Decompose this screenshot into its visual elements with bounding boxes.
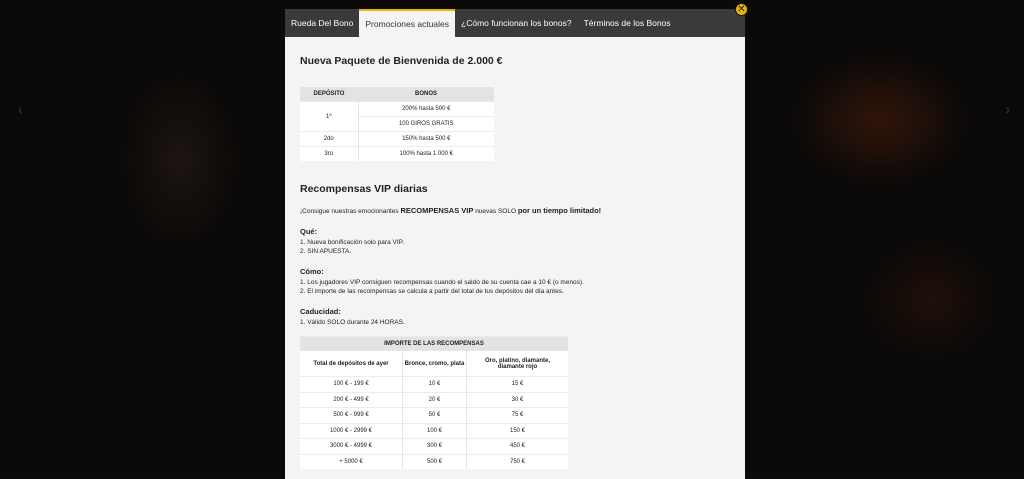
table-row: [300, 423, 568, 439]
vip-intro: [300, 206, 601, 217]
table-cell: 150 €: [467, 423, 569, 439]
tab-terminos[interactable]: Términos de los Bonos: [583, 18, 671, 28]
column-header: Bronce, cromo, plata: [403, 351, 467, 377]
table-cell: 10 €: [403, 377, 467, 393]
table-cell: 1º: [300, 102, 358, 132]
column-header: DEPÓSITO: [300, 87, 358, 102]
table-cell: 1000 € - 2999 €: [300, 423, 403, 439]
table-cell: 2do: [300, 132, 358, 147]
section-line: 2. SIN APUESTA.: [300, 248, 352, 255]
column-header: Oro, platino, diamante, diamante rojo: [467, 351, 569, 377]
table-row: [300, 147, 494, 162]
table-cell: 15 €: [467, 377, 569, 393]
welcome-title: Nueva Paquete de Bienvenida de 2.000 €: [300, 55, 503, 67]
table-row: [300, 102, 494, 117]
table-cell: 500 €: [403, 454, 467, 469]
table-cell: 750 €: [467, 454, 569, 469]
table-cell: 200 € - 499 €: [300, 392, 403, 408]
tab-bar: [285, 9, 745, 37]
intro-text: nuevas SOLO: [473, 208, 518, 215]
table-cell: 75 €: [467, 408, 569, 424]
chevron-right-icon: ›: [1005, 101, 1010, 117]
tab-como-funcionan[interactable]: ¿Cómo funcionan los bonos?: [461, 18, 572, 28]
section-heading: Qué:: [300, 227, 318, 236]
intro-highlight: RECOMPENSAS VIP: [400, 206, 474, 215]
table-cell: 20 €: [403, 392, 467, 408]
section-heading: Cómo:: [300, 267, 324, 276]
tab-rueda-del-bono[interactable]: Rueda Del Bono: [291, 18, 354, 28]
table-row: [300, 132, 494, 147]
rewards-table: [300, 336, 568, 469]
table-cell: 50 €: [403, 408, 467, 424]
intro-text: ¡Consigue nuestras emocionantes: [300, 208, 401, 215]
table-cell: 100 GIROS GRATIS: [358, 117, 494, 132]
welcome-table: [300, 87, 494, 161]
table-cell: 30 €: [467, 392, 569, 408]
table-cell: 100 €: [403, 423, 467, 439]
table-cell: 300 €: [403, 439, 467, 455]
vip-title: Recompensas VIP diarias: [300, 183, 428, 195]
table-cell: 100% hasta 1.000 €: [358, 147, 494, 162]
bonus-modal: [285, 9, 745, 479]
table-row: [300, 439, 568, 455]
table-cell: 200% hasta 500 €: [358, 102, 494, 117]
table-cell: + 5000 €: [300, 454, 403, 469]
tab-promociones-actuales[interactable]: Promociones actuales: [359, 9, 455, 37]
table-row: [300, 408, 568, 424]
column-header: Total de depósitos de ayer: [300, 351, 403, 377]
section-line: 1. Válido SOLO durante 24 HORAS.: [300, 318, 405, 326]
table-caption: IMPORTE DE LAS RECOMPENSAS: [300, 337, 568, 351]
section-line: 1. Nueva bonificación solo para VIP.: [300, 238, 404, 246]
section-heading: Caducidad:: [300, 307, 341, 316]
chevron-left-icon: ‹: [18, 101, 23, 117]
table-caption-row: [300, 337, 568, 351]
como-section: [300, 267, 584, 297]
table-cell: 150% hasta 500 €: [358, 132, 494, 147]
intro-highlight: por un tiempo limitado!: [517, 206, 602, 215]
caducidad-section: [300, 307, 405, 327]
column-header: BONOS: [358, 87, 494, 102]
table-header-row: [300, 87, 494, 102]
table-row: [300, 454, 568, 469]
table-cell: 500 € - 999 €: [300, 408, 403, 424]
table-cell: 450 €: [467, 439, 569, 455]
table-cell: 100 € - 199 €: [300, 377, 403, 393]
table-cell: 3000 € - 4999 €: [300, 439, 403, 455]
table-cell: 3ro: [300, 147, 358, 162]
section-line: 1. Los jugadores VIP consiguen recompensas cuando el saldo de su cuenta cae a 10 € (o menos).: [300, 278, 584, 286]
table-row: [300, 377, 568, 393]
que-section: [300, 227, 404, 257]
close-icon[interactable]: ✕: [735, 3, 748, 16]
table-header-row: [300, 351, 568, 377]
table-row: [300, 392, 568, 408]
section-line: 2. El importe de las recompensas se calcula a partir del total de tus depósitos del día antes.: [300, 288, 564, 295]
